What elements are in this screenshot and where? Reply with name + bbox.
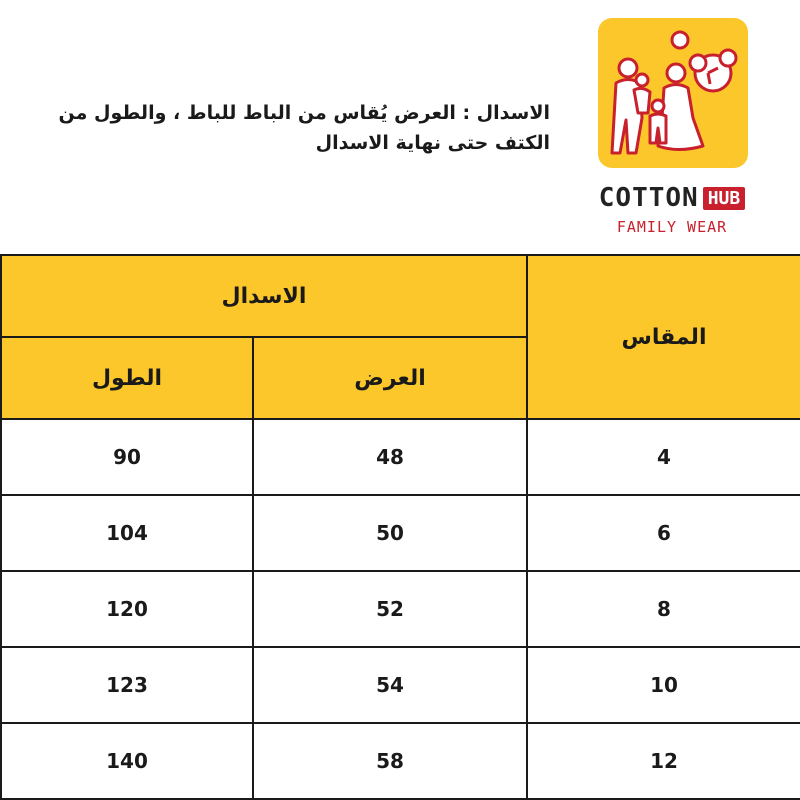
size-chart-table — [0, 254, 800, 800]
table-row — [1, 419, 800, 495]
measurement-note — [20, 98, 550, 158]
length-cell: 90 — [1, 419, 253, 495]
width-cell: 52 — [253, 571, 527, 647]
width-header: العرض — [253, 337, 527, 419]
table-row — [1, 571, 800, 647]
width-cell: 48 — [253, 419, 527, 495]
table-row — [1, 495, 800, 571]
length-cell: 120 — [1, 571, 253, 647]
table-row — [1, 723, 800, 799]
length-cell: 123 — [1, 647, 253, 723]
length-cell: 104 — [1, 495, 253, 571]
size-header: المقاس — [527, 255, 800, 419]
brand-logo — [598, 18, 748, 168]
table-header-row — [1, 255, 800, 337]
brand-tagline: FAMILY WEAR — [616, 218, 728, 236]
width-cell: 58 — [253, 723, 527, 799]
measurement-note-line-1: الاسدال : العرض يُقاس من الباط للباط ، والطول من — [58, 102, 550, 124]
length-cell: 140 — [1, 723, 253, 799]
width-cell: 54 — [253, 647, 527, 723]
size-cell: 10 — [527, 647, 800, 723]
length-header: الطول — [1, 337, 253, 419]
measurement-note-line-2: الكتف حتى نهاية الاسدال — [315, 132, 550, 154]
size-cell: 8 — [527, 571, 800, 647]
size-cell: 4 — [527, 419, 800, 495]
table-row — [1, 647, 800, 723]
garment-header: الاسدال — [1, 255, 527, 337]
width-cell: 50 — [253, 495, 527, 571]
family-cotton-icon — [598, 18, 748, 168]
brand-name — [582, 183, 762, 213]
size-cell: 12 — [527, 723, 800, 799]
brand-badge: HUB — [703, 187, 746, 210]
size-cell: 6 — [527, 495, 800, 571]
brand-name-text: COTTON — [598, 183, 699, 213]
